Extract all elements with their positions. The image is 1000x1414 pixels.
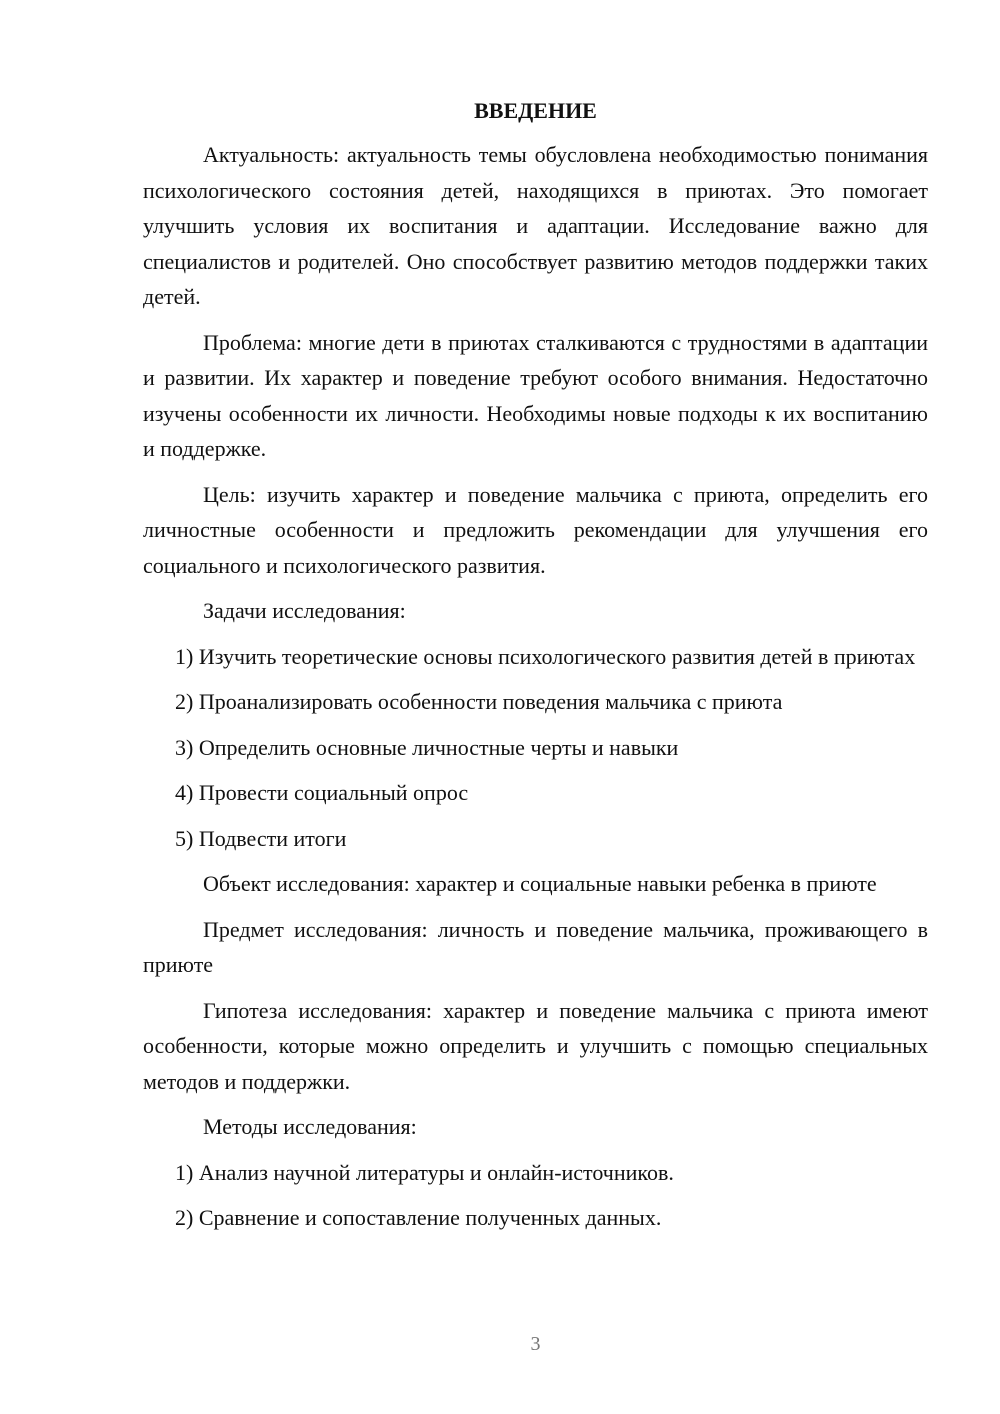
task-item: 3) Определить основные личностные черты и навыки <box>175 734 679 760</box>
section-title: ВВЕДЕНИЕ <box>474 98 597 123</box>
task-item: 1) Изучить теоретические основы психологического развития детей в приютах <box>175 643 916 669</box>
hypothesis-paragraph: Гипотеза исследования: характер и поведение мальчика с приюта имеют особенности, которые можно определить и улучшить с помощью специальных методов и поддержки. <box>143 997 928 1094</box>
methods-heading: Методы исследования: <box>203 1114 417 1139</box>
task-item: 5) Подвести итоги <box>175 825 347 851</box>
problem-paragraph: Проблема: многие дети в приютах сталкиваются с трудностями в адаптации и развитии. Их характер и поведение требуют особого внимания. Недостаточно изучены особенности их личности. Необходимы новые подходы к их воспитанию и поддержке. <box>143 329 928 461</box>
method-item: 2) Сравнение и сопоставление полученных данных. <box>175 1205 662 1230</box>
page-number: 3 <box>530 1333 541 1355</box>
task-item: 2) Проанализировать особенности поведения мальчика с приюта <box>175 689 783 714</box>
method-item: 1) Анализ научной литературы и онлайн-источников. <box>175 1159 674 1185</box>
relevance-paragraph: Актуальность: актуальность темы обусловлена необходимостью понимания психологического состояния детей, находящихся в приютах. Это помогает улучшить условия их воспитания и адаптации. Исследование важно для специалистов и родителей. Оно способствует развитию методов поддержки таких детей. <box>143 142 928 309</box>
document-page <box>143 95 928 1246</box>
tasks-heading: Задачи исследования: <box>203 598 406 623</box>
object-paragraph: Объект исследования: характер и социальные навыки ребенка в приюте <box>203 871 877 896</box>
task-item: 4) Провести социальный опрос <box>175 780 469 805</box>
subject-paragraph: Предмет исследования: личность и поведение мальчика, проживающего в приюте <box>143 916 928 977</box>
goal-paragraph: Цель: изучить характер и поведение мальчика с приюта, определить его личностные особенности и предложить рекомендации для улучшения его социального и психологического развития. <box>143 481 928 578</box>
